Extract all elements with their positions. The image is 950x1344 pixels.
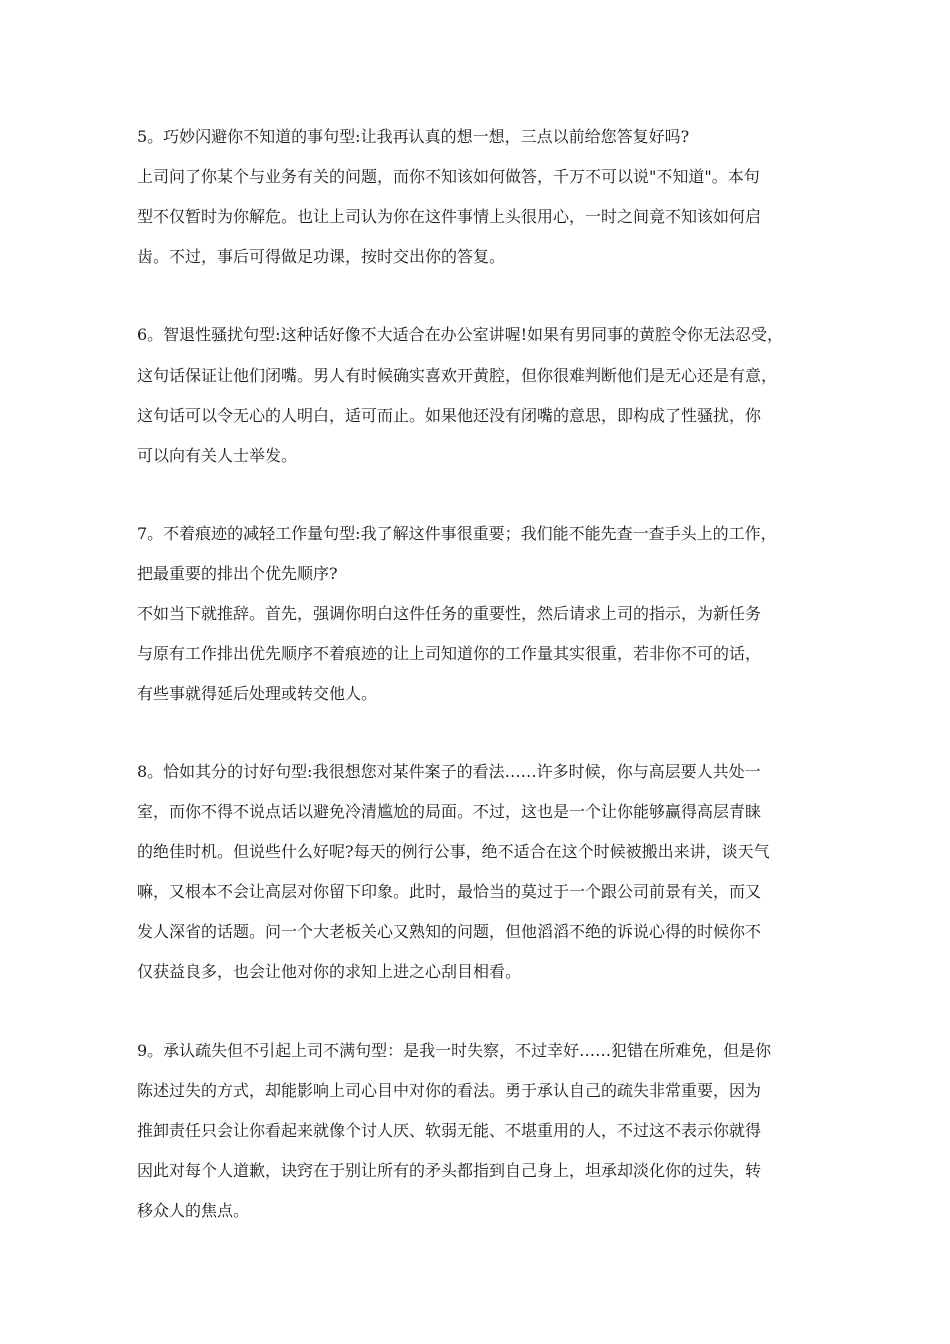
paragraph-line: 的绝佳时机。但说些什么好呢?每天的例行公事，绝不适合在这个时候被搬出来讲，谈天气 — [137, 842, 770, 861]
section-9-heading: 9。承认疏失但不引起上司不满句型：是我一时失察，不过幸好……犯错在所难免，但是你 — [137, 1041, 772, 1060]
paragraph-line: 有些事就得延后处理或转交他人。 — [137, 684, 378, 703]
section-5-heading: 5。巧妙闪避你不知道的事句型:让我再认真的想一想，三点以前给您答复好吗? — [137, 127, 690, 146]
paragraph-line: 与原有工作排出优先顺序不着痕迹的让上司知道你的工作量其实很重，若非你不可的话， — [137, 644, 762, 663]
paragraph-line: 移众人的焦点。 — [137, 1201, 250, 1220]
paragraph-line: 上司问了你某个与业务有关的问题，而你不知该如何做答，千万不可以说"不知道"。本句 — [137, 167, 760, 186]
paragraph-line: 因此对每个人道歉，诀窍在于别让所有的矛头都指到自己身上，坦承却淡化你的过失，转 — [137, 1161, 762, 1180]
paragraph-line: 仅获益良多，也会让他对你的求知上进之心刮目相看。 — [137, 962, 522, 981]
paragraph-line: 齿。不过，事后可得做足功课，按时交出你的答复。 — [137, 247, 506, 266]
paragraph-line: 嘛，又根本不会让高层对你留下印象。此时，最恰当的莫过于一个跟公司前景有关，而又 — [137, 882, 762, 901]
paragraph-line: 不如当下就推辞。首先，强调你明白这件任务的重要性，然后请求上司的指示，为新任务 — [137, 604, 762, 623]
paragraph-line: 发人深省的话题。问一个大老板关心又熟知的问题，但他滔滔不绝的诉说心得的时候你不 — [137, 922, 762, 941]
section-6-heading: 6。智退性骚扰句型:这种话好像不大适合在办公室讲喔!如果有男同事的黄腔令你无法忍受， — [137, 325, 784, 344]
paragraph-line: 把最重要的排出个优先顺序? — [137, 564, 338, 583]
paragraph-line: 可以向有关人士举发。 — [137, 446, 298, 465]
section-7-heading: 7。不着痕迹的减轻工作量句型:我了解这件事很重要；我们能不能先查一查手头上的工作， — [137, 524, 777, 543]
paragraph-line: 这句话可以令无心的人明白，适可而止。如果他还没有闭嘴的意思，即构成了性骚扰，你 — [137, 406, 762, 425]
paragraph-line: 推卸责任只会让你看起来就像个讨人厌、软弱无能、不堪重用的人，不过这不表示你就得 — [137, 1121, 762, 1140]
paragraph-line: 这句话保证让他们闭嘴。男人有时候确实喜欢开黄腔，但你很难判断他们是无心还是有意， — [137, 366, 778, 385]
section-8-heading: 8。恰如其分的讨好句型:我很想您对某件案子的看法……许多时候，你与高层要人共处一 — [137, 762, 761, 781]
paragraph-line: 室，而你不得不说点话以避免冷清尴尬的局面。不过，这也是一个让你能够赢得高层青睐 — [137, 802, 762, 821]
paragraph-line: 陈述过失的方式，却能影响上司心目中对你的看法。勇于承认自己的疏失非常重要，因为 — [137, 1081, 762, 1100]
paragraph-line: 型不仅暂时为你解危。也让上司认为你在这件事情上头很用心，一时之间竟不知该如何启 — [137, 207, 762, 226]
